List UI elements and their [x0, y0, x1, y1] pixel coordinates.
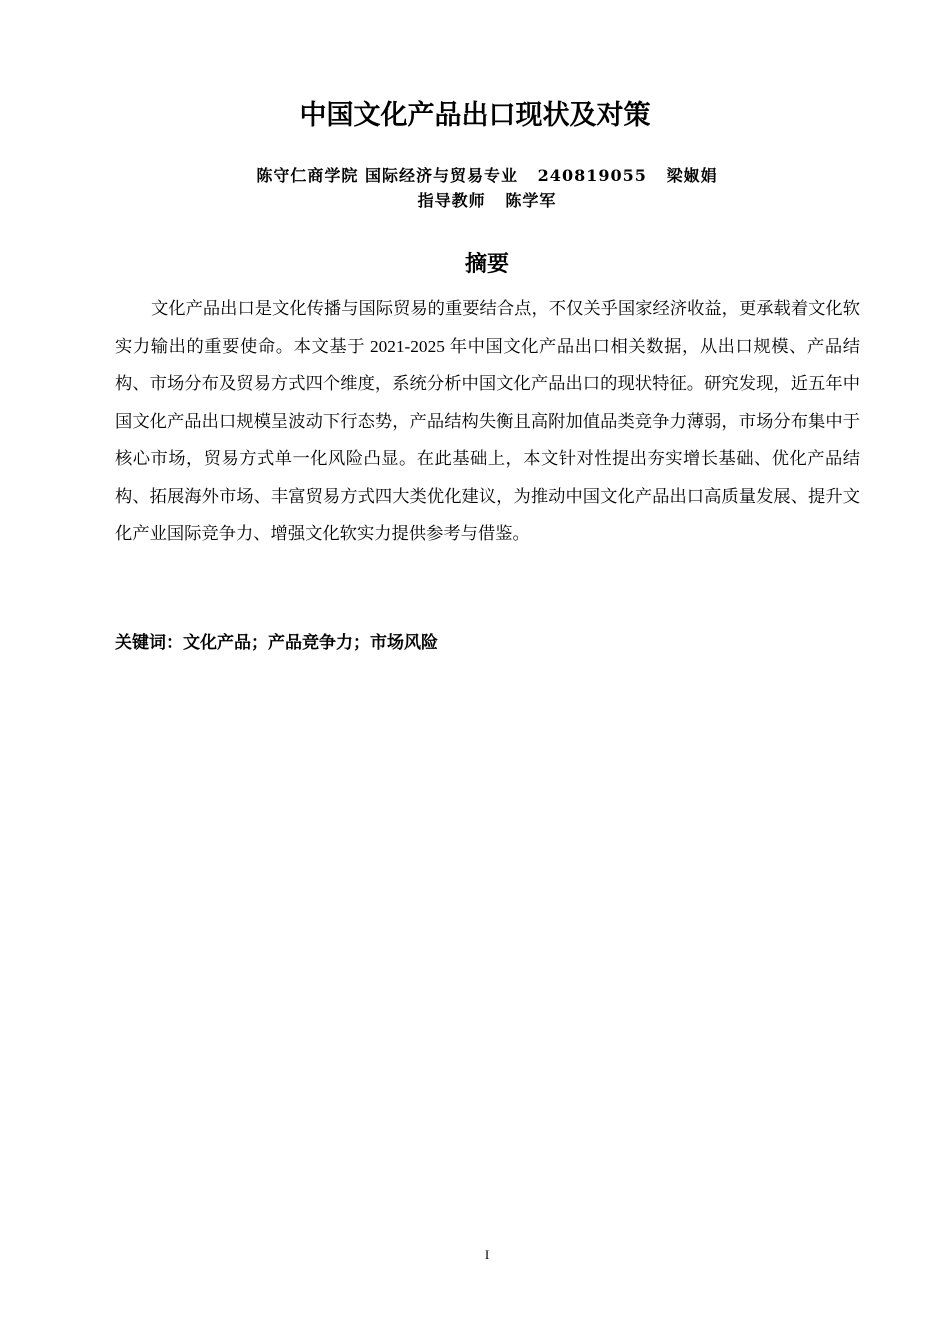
abstract-heading: 摘要: [464, 252, 509, 277]
document-title: 中国文化产品出口现状及对策: [299, 100, 651, 131]
page-number: I: [484, 1247, 490, 1262]
abstract-text: 文化产品出口是文化传播与国际贸易的重要结合点，不仅关乎国家经济收益，更承载着文化软实力输出的重要使命。本文基于 2021-2025 年中国文化产品出口相关数据，从出口规模、产品结构、市场分布及贸易方式四个维度，系统分析中国文化产品出口的现状特征。研究发现，近五年中国文化产品出口规模呈波动下行态势，产品结构失衡且高附加值品类竞争力薄弱，市场分布集中于核心市场，贸易方式单一化风险凸显。在此基础上，本文针对性提出夯实增长基础、优化产品结构、拓展海外市场、丰富贸易方式四大类优化建议，为推动中国文化产品出口高质量发展、提升文化产业国际竞争力、增强文化软实力提供参考与借鉴。: [115, 299, 860, 543]
keywords: 关键词：文化产品；产品竞争力；市场风险: [115, 633, 438, 653]
advisor-info: 指导教师 陈学军: [417, 191, 557, 210]
author-info: 陈守仁商学院 国际经济与贸易专业 240819055 梁婌娟: [256, 166, 718, 185]
